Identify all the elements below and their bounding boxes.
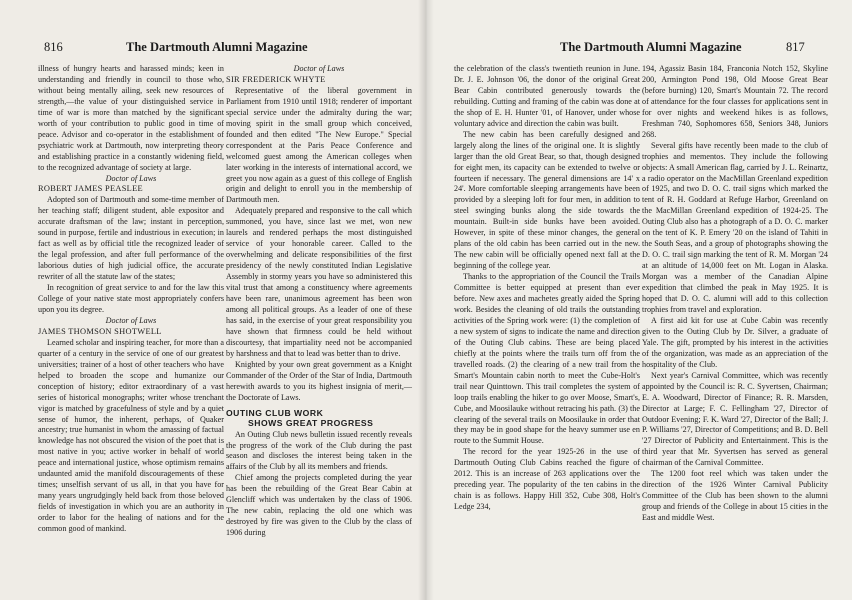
paragraph: A first aid kit for use at Cube Cabin was recently given to the Outing Club by Dr. Silver, a graduate of Yale. The gift, prompted by his interest in the activities of the organization, was made as an appreciation of the hospitality of the Club. [642, 315, 828, 369]
left-running-header: The Dartmouth Alumni Magazine [126, 40, 308, 54]
right-running-header: The Dartmouth Alumni Magazine [560, 40, 742, 54]
degree-heading: Doctor of Laws [105, 315, 157, 325]
degree-heading: Doctor of Laws [105, 173, 157, 183]
paragraph: the celebration of the class's twentieth reunion in June. Dr. J. E. Johnson '06, the donor of the original Great Bear Cabin contributed generously towards the rebuilding. Cutting and framing of the cabin was done at the shop of E. H. Hunter '01, of Hanover, under whose voluntary advice and direction the cabin was built. [454, 64, 640, 128]
paragraph: Representative of the liberal government in Parliament from 1910 until 1918; renderer of important special service under the admiralty during the war; moving spirit in the small group which conceived, founded and then edited "The New Europe." Special correspondent at the Paris Peace Conference and welcomed guest among the American colleges when later working in the interests of international accord, we greet you now again as a guest of this college of English origin and delight to enroll you in the membership of Dartmouth men. [226, 85, 412, 205]
honoree-name: SIR FREDERICK WHYTE [226, 74, 326, 84]
honoree-name: JAMES THOMSON SHOTWELL [38, 326, 162, 336]
paragraph: Chief among the projects completed during the year has been the rebuilding of the Great Bear Cabin at Glencliff which was undertaken by the class of 1906. The new cabin, replacing the old one which was destroyed by fire was given to the Club by the class of 1906 during [226, 473, 412, 538]
paragraph: Thanks to the appropriation of the Council the Trails Committee is better equipped at present than ever before. New axes and machetes greatly aided the Spring work. Besides the cleaning of old trails the outstanding activities of the Spring work were: (1) the completion of a new system of signs to indicate the name and direction of the Outing Club cabins. These are being placed chiefly at the points where the trails turn off from the travelled roads. (2) the clearing of a new trail from the Smart's Mountain cabin north to meet the Cube-Holt's trail near Quinttown. This trail completes the system of loop trails enabling the hiker to go over Moose, Smart's, Cube, and Moosilauke without retracing his path. (3) the clearing of the several trails on Moosilauke in order that they may be in good shape for the heavy summer use en route to the Summit House. [454, 272, 640, 446]
paragraph: Knighted by your own great government as a Knight Commander of the Order of the Star of India, Dartmouth herewith awards to you its highest insignia of merit,—the Doctorate of Laws. [226, 359, 412, 402]
left-column-1 [38, 64, 224, 535]
right-column-2 [642, 64, 828, 524]
section-title-line-1: OUTING CLUB WORK [226, 407, 324, 418]
left-page-number: 816 [44, 40, 63, 54]
paragraph: Adequately prepared and responsive to the call which summoned, you have, since last we met, won new laurels and rendered perhaps the most distinguished service of your honorable career. Called to the overwhelming and delicate responsibilities of the first presidency of the newly constituted Indian Legislative Assembly in stormy years you have so administered this vital trust that among a constituency where agreements have been rare, unanimous agreement has been won among all political groups. As a leader of one of these has said, in the exercise of your great responsibility you have shown that firmness could be held without discourtesy, that impartiality need not be accompanied by harshness and that to lead was better than to drive. [226, 206, 412, 358]
honoree-name: ROBERT JAMES PEASLEE [38, 184, 143, 194]
section-title [226, 408, 412, 429]
paragraph: 194, Agassiz Basin 184, Franconia Notch 152, Skyline 200, Armington Pond 198, Old Moose Great Bear (before burning) 120, Smart's Mountain 72. The record of attendance for the four classes for applications sent in for over nights and weekend hikes is as follows, Freshman 740, Sophomores 658, Seniors 348, Juniors 268. [642, 64, 828, 139]
paragraph: The new cabin has been carefully designed and largely along the lines of the original one. It is slightly larger than the old Great Bear, so that, though designed for eight men, its capacity can be extended to twelve or fourteen if necessary. The general dimensions are 14' x 24'. More comfortable sleeping arrangements have been provided by a sleeping loft for four men, in addition to steel swinging bunks along the side towards the mountain. Built-in side bunks have been avoided. However, in spite of these minor changes, the general plans of the old cabin has been carried out in the new. The new cabin will be officially opened next fall at the beginning of the college year. [454, 129, 640, 271]
paragraph: An Outing Club news bulletin issued recently reveals the progress of the work of the Club during the past season and discloses the interest being taken in the affairs of the Club by all its members and friends. [226, 429, 412, 472]
right-page [426, 0, 852, 600]
book-gutter-shadow [418, 0, 434, 600]
paragraph: Adopted son of Dartmouth and some-time member of her teaching staff; diligent student, able expositor and accurate draftsman of the law; instant in perception, sound in purpose, fertile and industrious in execution; in fact as well as by official title the recognized leader of the legal profession, and after full performance of the laborious duties of high judicial office, the accurate rewriter of all the statute law of the states; [38, 195, 224, 282]
paragraph: Next year's Carnival Committee, which was recently appointed by the Council is: R. C. Syvertsen, Chairman; E. A. Woodward, Director of Finance; R. R. Marsden, Director at Large; F. C. Fellingham '27, Director of Outdoor Evening; F. K. Ward '27, Director of the Ball; J. P. Williams '27, Director of Competitions; and B. D. Bell '27 Director of Publicity and Entertainment. This is the third year that Mr. Syvertsen has served as general chairman of the Carnival Committee. [642, 370, 828, 468]
left-column-2 [226, 64, 412, 539]
section-title-line-2: SHOWS GREAT PROGRESS [248, 418, 374, 429]
paragraph: The 1200 foot reel which was taken under the direction of the 1926 Winter Carnival Publicity Committee of the Club has been shown to the alumni group and friends of the College in about 15 cities in the East and middle West. [642, 469, 828, 523]
paragraph: In recognition of great service to and for the law this College of your native state most appropriately confers upon you its degree. [38, 283, 224, 314]
paragraph: Learned scholar and inspiring teacher, for more than a quarter of a century in the service of one of our greatest universities; trainer of a host of other teachers who have helped to broaden the scope and humanize our conception of history; editor extraordinary of a vast series of historical monographs; writer whose trenchant vigor is matched by gracefulness of style and by a quiet sense of humor, the inherent, perhaps, of Quaker ancestry; true humanist in whom the amassing of factual knowledge has not obscured the vision of the poet that is most native in you; active worker in behalf of world peace and international justice, whose optimism remains undaunted amid the manifold discouragements of these times; unselfish servant of us all, in that you have for many years ungrudgingly held back from those beloved fields of investigation in which you are an authority in order to labor for the healing of nations and for the common good of mankind. [38, 337, 224, 534]
paragraph: Several gifts have recently been made to the club of trophies and mementos. They include the following objects: A small American flag, carried by J. L. Reinartz, a radio operator on the MacMillan Greenland expedition of 1925, and two D. O. C. trail signs which marked the tent of R. H. Goddard at Refuge Harbor, Greenland on the MacMillan Greenland expedition of 1924-25. The Outing Club also has a photograph of a D. O. C. marker on the tent of K. P. Emery '20 on the island of Tahiti in the South Seas, and a group of photographs showing the D. O. C. trail sign marking the tent of R. M. Morgan '24 at an altitude of 14,000 feet on Mt. Logan in Alaska. Morgan was a member of the Canadian Alpine expedition that climbed the peak in May 1925. It is hoped that D. O. C. alumni will add to this collection trophies from travel and exploration. [642, 140, 828, 314]
paragraph: The record for the year 1925-26 in the use of Dartmouth Outing Club Cabins reached the figure of 2012. This is an increase of 263 applications over the preceding year. The popularity of the ten cabins in the chain is as follows. Happy Hill 352, Cube 308, Holt's Ledge 234, [454, 447, 640, 512]
right-column-1 [454, 64, 640, 513]
paragraph: illness of hungry hearts and harassed minds; keen in understanding and friendly in council to those who, without being mentally ailing, seek new resources of strength,—the value of your distinguished service in time of war is more than matched by the significant worth of your contribution to public good in time of peace. Advisor and co-operator in the establishment of psychiatric work at Dartmouth, now interpreting theory and establishing practice in a constantly widening field, to the recognized advantage of society at large. [38, 64, 224, 172]
right-page-number: 817 [786, 40, 805, 54]
degree-heading: Doctor of Laws [293, 64, 345, 73]
